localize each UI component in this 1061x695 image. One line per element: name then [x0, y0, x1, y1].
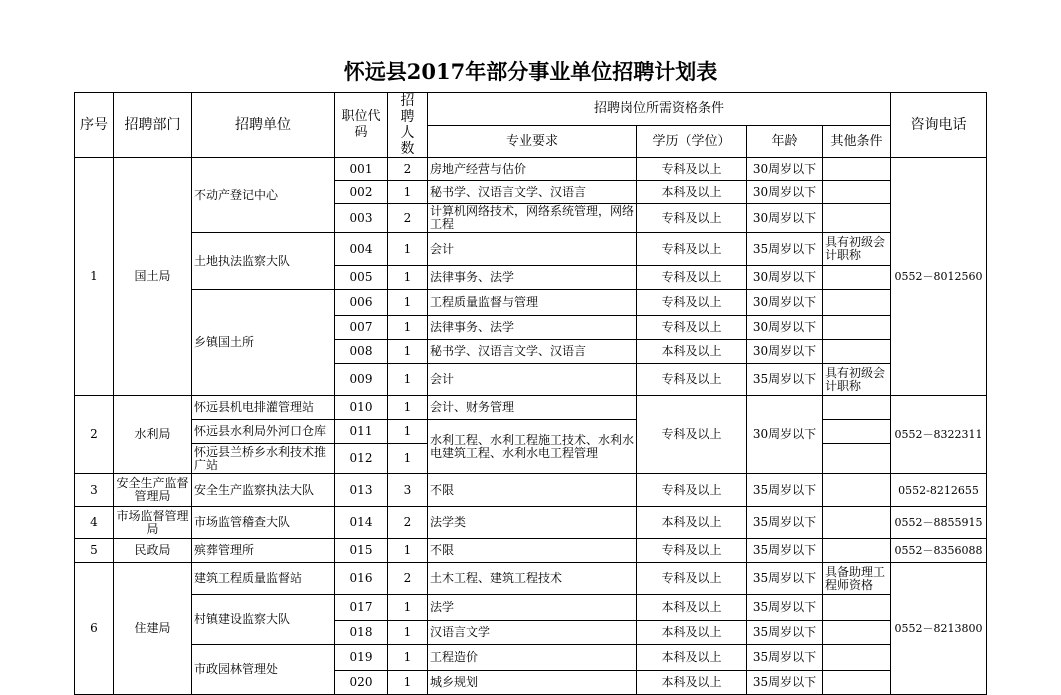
count-cell: 3	[388, 474, 428, 507]
phone-cell: 0552－8855915	[891, 507, 987, 539]
code-cell: 012	[335, 444, 388, 474]
phone-cell: 0552－8213800	[891, 563, 987, 695]
age-cell: 35周岁以下	[747, 474, 823, 507]
phone-cell: 0552－8012560	[891, 158, 987, 396]
age-cell: 30周岁以下	[747, 158, 823, 181]
age-cell: 30周岁以下	[747, 290, 823, 316]
other-cell	[823, 507, 891, 539]
table-row	[75, 539, 987, 563]
edu-cell: 本科及以上	[637, 181, 747, 204]
other-cell	[823, 539, 891, 563]
other-cell	[823, 396, 891, 420]
major-cell: 工程质量监督与管理	[428, 290, 637, 316]
count-cell: 1	[388, 645, 428, 671]
major-cell: 不限	[428, 539, 637, 563]
major-cell: 法学	[428, 595, 637, 621]
count-cell: 1	[388, 621, 428, 645]
other-cell	[823, 671, 891, 695]
code-cell: 019	[335, 645, 388, 671]
header-other: 其他条件	[823, 125, 891, 158]
code-cell: 007	[335, 316, 388, 340]
count-cell: 1	[388, 340, 428, 364]
header-phone: 咨询电话	[891, 93, 987, 158]
count-cell: 2	[388, 204, 428, 233]
other-cell	[823, 290, 891, 316]
phone-cell: 0552－8356088	[891, 539, 987, 563]
edu-cell: 本科及以上	[637, 595, 747, 621]
code-cell: 004	[335, 233, 388, 266]
edu-cell: 专科及以上	[637, 396, 747, 474]
unit-cell: 市政园林管理处	[192, 645, 335, 695]
table-row	[75, 507, 987, 539]
edu-cell: 本科及以上	[637, 671, 747, 695]
other-cell: 具有初级会计职称	[823, 364, 891, 396]
code-cell: 016	[335, 563, 388, 595]
count-cell: 1	[388, 539, 428, 563]
other-cell	[823, 420, 891, 444]
count-cell: 1	[388, 181, 428, 204]
page-title: 怀远县2017年部分事业单位招聘计划表	[343, 59, 718, 84]
count-cell: 1	[388, 233, 428, 266]
other-cell	[823, 340, 891, 364]
age-cell: 35周岁以下	[747, 671, 823, 695]
seq-cell: 2	[75, 396, 114, 474]
other-cell	[823, 621, 891, 645]
other-cell: 具有初级会计职称	[823, 233, 891, 266]
table-row	[75, 474, 987, 507]
edu-cell: 专科及以上	[637, 316, 747, 340]
count-cell: 1	[388, 290, 428, 316]
table-row	[75, 233, 987, 266]
age-cell: 35周岁以下	[747, 364, 823, 396]
table-row	[75, 158, 987, 181]
age-cell: 35周岁以下	[747, 595, 823, 621]
header-seq: 序号	[75, 93, 114, 158]
major-cell: 法律事务、法学	[428, 266, 637, 290]
table-row	[75, 563, 987, 595]
edu-cell: 专科及以上	[637, 204, 747, 233]
major-cell: 工程造价	[428, 645, 637, 671]
phone-cell: 0552－8322311	[891, 396, 987, 474]
unit-cell: 怀远县水利局外河口仓库	[192, 420, 335, 444]
other-cell	[823, 181, 891, 204]
code-cell: 011	[335, 420, 388, 444]
dept-cell: 水利局	[114, 396, 192, 474]
count-cell: 2	[388, 563, 428, 595]
edu-cell: 本科及以上	[637, 621, 747, 645]
unit-cell: 村镇建设监察大队	[192, 595, 335, 645]
major-cell: 秘书学、汉语言文学、汉语言	[428, 181, 637, 204]
edu-cell: 专科及以上	[637, 474, 747, 507]
table-row	[75, 420, 987, 444]
age-cell: 30周岁以下	[747, 181, 823, 204]
other-cell	[823, 474, 891, 507]
age-cell: 30周岁以下	[747, 204, 823, 233]
age-cell: 30周岁以下	[747, 316, 823, 340]
code-cell: 010	[335, 396, 388, 420]
code-cell: 017	[335, 595, 388, 621]
header-conditions: 招聘岗位所需资格条件	[428, 93, 891, 126]
header-age: 年龄	[747, 125, 823, 158]
unit-cell: 乡镇国土所	[192, 290, 335, 396]
major-cell: 房地产经营与估价	[428, 158, 637, 181]
major-cell: 计算机网络技术，网络系统管理，网络工程	[428, 204, 637, 233]
count-cell: 1	[388, 671, 428, 695]
count-cell: 1	[388, 396, 428, 420]
code-cell: 013	[335, 474, 388, 507]
header-unit: 招聘单位	[192, 93, 335, 158]
unit-cell: 建筑工程质量监督站	[192, 563, 335, 595]
other-cell	[823, 444, 891, 474]
major-cell: 汉语言文学	[428, 621, 637, 645]
code-cell: 014	[335, 507, 388, 539]
major-cell: 土木工程、建筑工程技术	[428, 563, 637, 595]
unit-cell: 不动产登记中心	[192, 158, 335, 233]
count-cell: 1	[388, 364, 428, 396]
table-row	[75, 396, 987, 420]
edu-cell: 专科及以上	[637, 266, 747, 290]
age-cell: 30周岁以下	[747, 396, 823, 474]
age-cell: 35周岁以下	[747, 645, 823, 671]
other-cell	[823, 595, 891, 621]
seq-cell: 5	[75, 539, 114, 563]
major-cell: 法律事务、法学	[428, 316, 637, 340]
header-edu: 学历（学位）	[637, 125, 747, 158]
edu-cell: 专科及以上	[637, 563, 747, 595]
major-cell: 不限	[428, 474, 637, 507]
other-cell: 具备助理工程师资格	[823, 563, 891, 595]
unit-cell: 土地执法监察大队	[192, 233, 335, 290]
edu-cell: 专科及以上	[637, 290, 747, 316]
header-count: 招聘人数	[388, 93, 428, 158]
count-cell: 1	[388, 266, 428, 290]
unit-cell: 怀远县兰桥乡水利技术推广站	[192, 444, 335, 474]
edu-cell: 本科及以上	[637, 645, 747, 671]
age-cell: 30周岁以下	[747, 266, 823, 290]
edu-cell: 本科及以上	[637, 340, 747, 364]
other-cell	[823, 645, 891, 671]
recruitment-table	[74, 92, 987, 695]
code-cell: 005	[335, 266, 388, 290]
seq-cell: 3	[75, 474, 114, 507]
seq-cell: 1	[75, 158, 114, 396]
count-cell: 2	[388, 507, 428, 539]
major-cell: 水利工程、水利工程施工技术、水利水电建筑工程、水利水电工程管理	[428, 420, 637, 474]
dept-cell: 国土局	[114, 158, 192, 396]
code-cell: 018	[335, 621, 388, 645]
code-cell: 015	[335, 539, 388, 563]
seq-cell: 4	[75, 507, 114, 539]
other-cell	[823, 266, 891, 290]
edu-cell: 本科及以上	[637, 507, 747, 539]
code-cell: 020	[335, 671, 388, 695]
unit-cell: 市场监管稽查大队	[192, 507, 335, 539]
table-row	[75, 595, 987, 621]
dept-cell: 民政局	[114, 539, 192, 563]
count-cell: 1	[388, 316, 428, 340]
count-cell: 1	[388, 595, 428, 621]
major-cell: 会计	[428, 233, 637, 266]
major-cell: 法学类	[428, 507, 637, 539]
dept-cell: 住建局	[114, 563, 192, 695]
other-cell	[823, 316, 891, 340]
header-major: 专业要求	[428, 125, 637, 158]
edu-cell: 专科及以上	[637, 158, 747, 181]
edu-cell: 专科及以上	[637, 233, 747, 266]
code-cell: 009	[335, 364, 388, 396]
header-code: 职位代码	[335, 93, 388, 158]
other-cell	[823, 204, 891, 233]
code-cell: 002	[335, 181, 388, 204]
unit-cell: 怀远县机电排灌管理站	[192, 396, 335, 420]
table-row	[75, 290, 987, 316]
count-cell: 1	[388, 444, 428, 474]
count-cell: 2	[388, 158, 428, 181]
edu-cell: 专科及以上	[637, 364, 747, 396]
other-cell	[823, 158, 891, 181]
table-row	[75, 645, 987, 671]
header-dept: 招聘部门	[114, 93, 192, 158]
age-cell: 35周岁以下	[747, 539, 823, 563]
code-cell: 008	[335, 340, 388, 364]
phone-cell: 0552-8212655	[891, 474, 987, 507]
age-cell: 35周岁以下	[747, 563, 823, 595]
seq-cell: 6	[75, 563, 114, 695]
major-cell: 会计	[428, 364, 637, 396]
edu-cell: 专科及以上	[637, 539, 747, 563]
age-cell: 35周岁以下	[747, 621, 823, 645]
age-cell: 35周岁以下	[747, 507, 823, 539]
dept-cell: 安全生产监督管理局	[114, 474, 192, 507]
code-cell: 001	[335, 158, 388, 181]
count-cell: 1	[388, 420, 428, 444]
unit-cell: 安全生产监察执法大队	[192, 474, 335, 507]
code-cell: 006	[335, 290, 388, 316]
age-cell: 35周岁以下	[747, 233, 823, 266]
unit-cell: 殡葬管理所	[192, 539, 335, 563]
major-cell: 秘书学、汉语言文学、汉语言	[428, 340, 637, 364]
major-cell: 会计、财务管理	[428, 396, 637, 420]
age-cell: 30周岁以下	[747, 340, 823, 364]
major-cell: 城乡规划	[428, 671, 637, 695]
code-cell: 003	[335, 204, 388, 233]
dept-cell: 市场监督管理局	[114, 507, 192, 539]
